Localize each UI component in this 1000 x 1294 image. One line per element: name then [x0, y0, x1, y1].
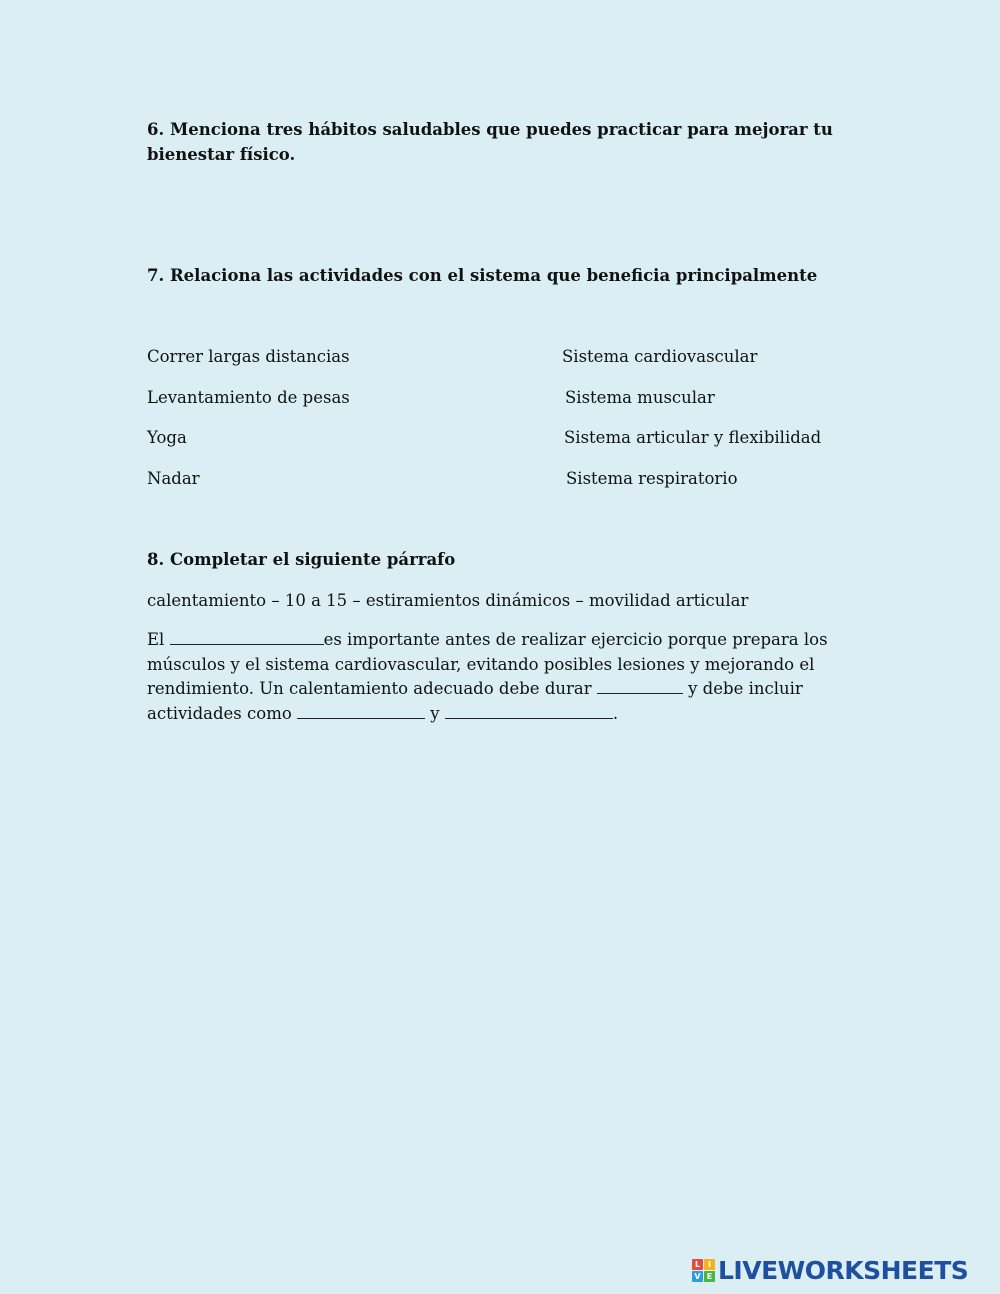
- fill-in-paragraph: [147, 628, 852, 726]
- question-8-title: 8. Completar el siguiente párrafo: [147, 550, 456, 569]
- paragraph-text: y: [425, 703, 445, 723]
- logo-letter: E: [704, 1271, 715, 1282]
- blank-input-3[interactable]: [297, 702, 425, 719]
- logo-letter: I: [704, 1259, 715, 1270]
- system-item[interactable]: Sistema cardiovascular: [562, 347, 758, 366]
- activity-item[interactable]: Levantamiento de pesas: [147, 388, 350, 407]
- blank-input-1[interactable]: [170, 628, 324, 645]
- logo-letter: L: [692, 1259, 703, 1270]
- system-item[interactable]: Sistema articular y flexibilidad: [564, 428, 822, 447]
- paragraph-text: es importante antes de realizar ejercicio porque prepara los músculos y el sistema cardiovascular, evitando posibles lesiones y mejorando el rendimiento. Un calentamiento adecuado debe durar: [147, 630, 828, 698]
- question-7-title: 7. Relaciona las actividades con el sistema que beneficia principalmente: [147, 266, 818, 285]
- activity-item[interactable]: Nadar: [147, 469, 200, 488]
- word-bank: calentamiento – 10 a 15 – estiramientos dinámicos – movilidad articular: [147, 591, 749, 610]
- logo-icon: [692, 1259, 715, 1282]
- paragraph-text: y debe incluir actividades como: [147, 679, 803, 723]
- liveworksheets-logo: [692, 1256, 968, 1284]
- system-item[interactable]: Sistema respiratorio: [566, 469, 738, 488]
- activity-item[interactable]: Correr largas distancias: [147, 347, 350, 366]
- system-item[interactable]: Sistema muscular: [565, 388, 715, 407]
- activity-item[interactable]: Yoga: [147, 428, 187, 447]
- blank-input-2[interactable]: [597, 677, 683, 694]
- question-6-title: 6. Menciona tres hábitos saludables que puedes practicar para mejorar tu bienestar físico.: [147, 120, 833, 164]
- paragraph-text: El: [147, 630, 170, 649]
- paragraph-text: .: [612, 703, 619, 723]
- logo-letter: V: [692, 1271, 703, 1282]
- brand-name: LIVEWORKSHEETS: [718, 1255, 969, 1285]
- blank-input-4[interactable]: [445, 702, 613, 719]
